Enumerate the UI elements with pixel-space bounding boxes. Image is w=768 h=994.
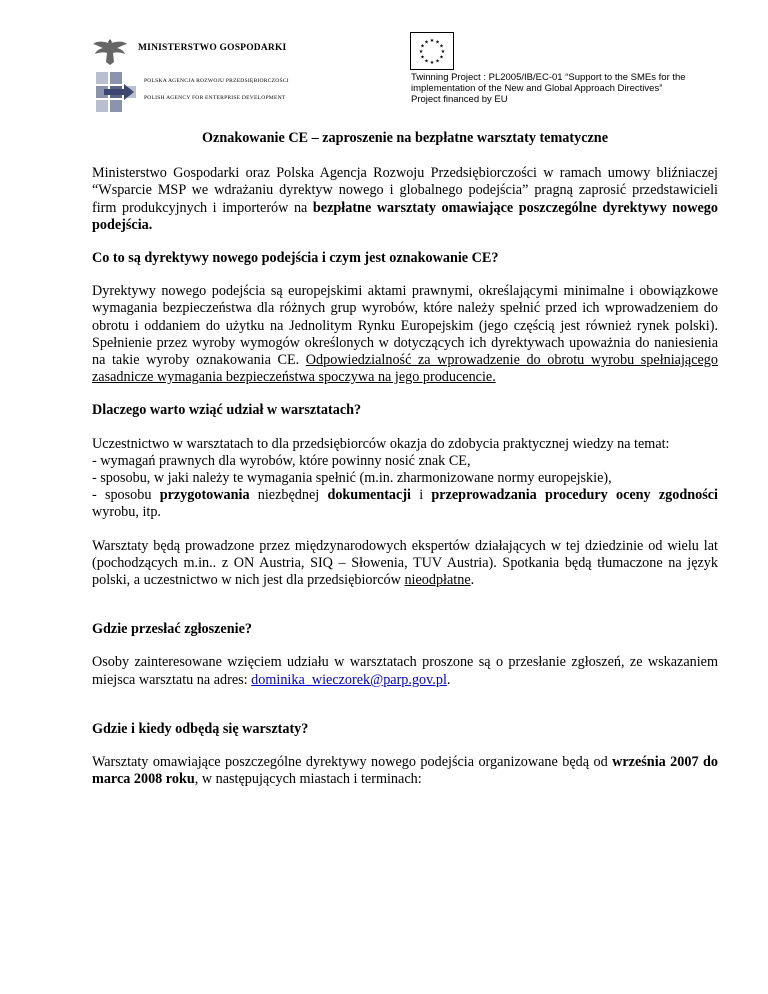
svg-text:★: ★ (435, 58, 440, 65)
directives-paragraph (92, 283, 718, 386)
where-when-text-end: , w następujących miastach i terminach: (194, 771, 422, 788)
eu-flag-icon (410, 32, 454, 70)
why-attend-paragraph (92, 436, 718, 522)
intro-bold-text: bezpłatne warsztaty omawiające poszczególne dyrektywy nowego podejścia. (92, 199, 718, 233)
svg-text:★: ★ (418, 49, 424, 55)
svg-text:★: ★ (429, 60, 435, 66)
svg-text:★: ★ (424, 39, 429, 46)
list-item-text: i (411, 487, 432, 504)
ministry-name: MINISTERSTWO GOSPODARKI (138, 43, 287, 53)
svg-text:★: ★ (420, 43, 425, 50)
eagle-emblem-icon (92, 36, 128, 66)
twinning-line-1: Twinning Project : PL2005/IB/EC-01 “Support to the SMEs for the (411, 72, 686, 83)
where-to-send-text-end: . (446, 671, 451, 688)
svg-text:★: ★ (420, 54, 425, 61)
responsibility-underlined-text: Odpowiedzialność za wprowadzenie do obrotu wyrobu spełniającego zasadnicze wymagania bezpieczeństwa spoczywa na jego producencie. (92, 352, 718, 386)
directives-text: Dyrektywy nowego podejścia są europejskimi aktami prawnymi, określającymi minimalne i obowiązkowe wymagania bezpieczeństwa dla różnych grup wyrobów, które należy spełnić przed ich wprowadzeniem do obrotu i oddaniem do użytku na Jednolitym Rynku Europejskim (jego częścią jest również rynek polski). Spełnienie przez wyroby wymogów określonych w dotyczących ich dyrektywach upoważnia do naniesienia na takie wyroby oznakowania CE. (92, 283, 718, 369)
where-when-paragraph (92, 754, 718, 788)
why-attend-intro: Uczestnictwo w warsztatach to dla przedsiębiorców okazja do zdobycia praktycznej wiedzy na temat: (92, 435, 670, 452)
section-heading-why-attend: Dlaczego warto wziąć udział w warsztatach? (92, 402, 362, 419)
twinning-project-info (411, 72, 711, 105)
where-to-send-text: Osoby zainteresowane wzięciem udziału w warsztatach proszone są o przesłanie zgłoszeń, ze wskazaniem miejsca warsztatu na adres: (92, 654, 718, 688)
agency-name-english: POLISH AGENCY FOR ENTERPRISE DEVELOPMENT (144, 95, 286, 101)
document-title: Oznakowanie CE – zaproszenie na bezpłatne warsztaty tematyczne (202, 130, 608, 146)
agency-name-polish: POLSKA AGENCJA ROZWOJU PRZEDSIĘBIORCZOŚCI (144, 78, 289, 84)
svg-text:★: ★ (439, 43, 444, 50)
list-item-text: niezbędnej (249, 487, 328, 504)
list-item (92, 487, 718, 521)
section-heading-where-to-send: Gdzie przesłać zgłoszenie? (92, 621, 252, 638)
svg-text:★: ★ (429, 38, 435, 44)
list-item: - wymagań prawnych dla wyrobów, które powinny nosić znak CE, (92, 452, 471, 469)
twinning-line-3: Project financed by EU (411, 94, 508, 105)
where-when-text: Warsztaty omawiające poszczególne dyrektywy nowego podejścia organizowane będą od (92, 754, 613, 771)
section-heading-where-when: Gdzie i kiedy odbędą się warsztaty? (92, 720, 309, 737)
experts-text-end: . (470, 572, 475, 589)
svg-text:★: ★ (440, 49, 446, 55)
document-body (92, 130, 718, 804)
list-item-bold: przeprowadzania procedury oceny zgodności (431, 487, 718, 504)
list-item-bold: dokumentacji (327, 487, 411, 504)
twinning-line-2: implementation of the New and Global Approach Directives” (411, 83, 663, 94)
list-item-bold: przygotowania (159, 487, 250, 504)
list-item-text: wyrobu, itp. (92, 504, 161, 521)
svg-text:★: ★ (439, 54, 444, 61)
list-item-text: - sposobu (92, 487, 160, 504)
experts-paragraph (92, 538, 718, 590)
intro-text: Ministerstwo Gospodarki oraz Polska Agencja Rozwoju Przedsiębiorczości w ramach umowy bliźniaczej “Wsparcie MSP we wdrażaniu dyrektyw nowego i globalnego podejścia” pragną zaprosić przedstawicieli firm produkcyjnych i importerów na (92, 165, 718, 216)
email-link[interactable]: dominika_wieczorek@parp.gov.pl (251, 671, 447, 688)
svg-text:★: ★ (424, 58, 429, 65)
svg-text:★: ★ (435, 39, 440, 46)
experts-text: Warsztaty będą prowadzone przez międzynarodowych ekspertów działających w tej dziedzinie od wielu lat (pochodzących m.in.. z ON Austria, SIQ – Słowenia, TUV Austria). Spotkania będą tłumaczone na język polski, a uczestnictwo w nich jest dla przedsiębiorców (92, 537, 718, 589)
intro-paragraph (92, 165, 718, 234)
section-heading-directives: Co to są dyrektywy nowego podejścia i czym jest oznakowanie CE? (92, 250, 499, 267)
list-item: - sposobu, w jaki należy te wymagania spełnić (m.in. zharmonizowane normy europejskie), (92, 470, 612, 487)
date-range-bold: września 2007 do marca 2008 roku (92, 754, 719, 788)
free-of-charge-text: nieodpłatne (404, 572, 471, 589)
where-to-send-paragraph (92, 654, 718, 688)
parp-logo-icon (94, 70, 138, 114)
